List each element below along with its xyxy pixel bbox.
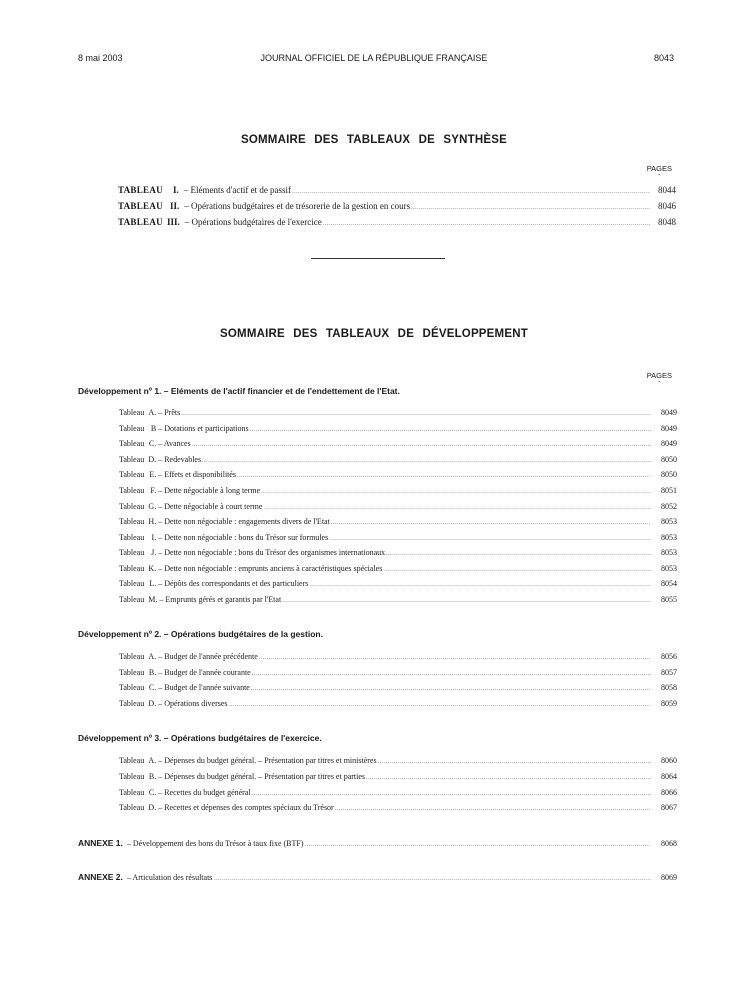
divider-rule	[311, 258, 445, 259]
dot-leader	[181, 411, 651, 417]
table-row: Tableau D. – Opérations diverses ..... 8059	[119, 699, 677, 712]
dot-leader	[259, 655, 651, 661]
dot-leader	[251, 686, 651, 692]
annex-row: ANNEXE 1. – Développement des bons du Trésor à taux fixe (BTF) ..... 8068	[78, 838, 677, 851]
table-row: Tableau I. – Dette non négociable : bons du Trésor sur formules ..... 8053	[119, 533, 677, 546]
table-row: Tableau B. – Budget de l'année courante ..... 8057	[119, 668, 677, 681]
dot-leader	[237, 473, 651, 479]
dot-leader	[292, 189, 650, 195]
table-row: Tableau G. – Dette négociable à court terme ..... 8052	[119, 502, 677, 515]
dot-leader	[305, 842, 651, 848]
dot-leader	[202, 458, 651, 464]
dot-leader	[252, 791, 651, 797]
dot-leader	[383, 567, 651, 573]
dot-leader	[335, 806, 651, 812]
synthese-row: TABLEAU III. – Opérations budgétaires de l'exercice ..... 8048	[118, 217, 676, 231]
header-date: 8 mai 2003	[78, 53, 123, 63]
table-row: Tableau C. – Recettes du budget général ..... 8066	[119, 788, 677, 801]
developpement-title: SOMMAIRE DES TABLEAUX DE DÉVELOPPEMENT	[220, 328, 528, 340]
dot-leader	[366, 775, 651, 781]
dot-leader	[329, 536, 651, 542]
dot-leader	[411, 205, 650, 211]
dot-leader	[192, 442, 651, 448]
dot-leader	[386, 551, 651, 557]
dot-leader	[282, 598, 651, 604]
dot-leader	[252, 671, 651, 677]
dot-leader	[213, 876, 651, 882]
developpement-pages-label: PAGES -	[646, 371, 672, 386]
dot-leader	[378, 759, 651, 765]
table-row: Tableau K. – Dette non négociable : emprunts anciens à caractéristiques spéciales ..... 8053	[119, 564, 677, 577]
table-row: Tableau D. – Redevables ..... 8050	[119, 455, 677, 468]
journal-title: JOURNAL OFFICIEL DE LA RÉPUBLIQUE FRANÇAISE	[260, 53, 488, 63]
section-heading: Développement nº 3. – Opérations budgétaires de l'exercice.	[78, 733, 322, 743]
dot-leader	[331, 520, 651, 526]
dot-leader	[261, 489, 651, 495]
table-row: Tableau M. – Emprunts gérés et garantis par l'Etat ..... 8055	[119, 595, 677, 608]
annex-row: ANNEXE 2. – Articulation des résultats ..... 8069	[78, 872, 677, 885]
table-row: Tableau L. – Dépôts des correspondants et des particuliers ..... 8054	[119, 579, 677, 592]
table-row: Tableau B – Dotations et participations ..... 8049	[119, 424, 677, 437]
section-heading: Développement nº 2. – Opérations budgétaires de la gestion.	[78, 629, 323, 639]
dot-leader	[263, 505, 651, 511]
synthese-row: TABLEAU I. – Eléments d'actif et de passif ..... 8044	[118, 185, 676, 199]
table-row: Tableau A. – Budget de l'année précédente ..... 8056	[119, 652, 677, 665]
dot-leader	[323, 221, 650, 227]
table-row: Tableau J. – Dette non négociable : bons du Trésor des organismes internationaux ..... 8053	[119, 548, 677, 561]
dot-leader	[250, 427, 651, 433]
synthese-title: SOMMAIRE DES TABLEAUX DE SYNTHÈSE	[241, 134, 507, 146]
section-heading: Développement nº 1. – Eléments de l'actif financier et de l'endettement de l'Etat.	[78, 386, 400, 396]
table-row: Tableau E. – Effets et disponibilités ..... 8050	[119, 470, 677, 483]
table-row: Tableau D. – Recettes et dépenses des comptes spéciaux du Trésor ..... 8067	[119, 803, 677, 816]
table-row: Tableau B. – Dépenses du budget général. – Présentation par titres et parties ..... 8064	[119, 772, 677, 785]
table-row: Tableau C. – Budget de l'année suivante ..... 8058	[119, 683, 677, 696]
table-row: Tableau F. – Dette négociable à long terme ..... 8051	[119, 486, 677, 499]
dot-leader	[309, 582, 651, 588]
table-row: Tableau H. – Dette non négociable : engagements divers de l'Etat ..... 8053	[119, 517, 677, 530]
synthese-row: TABLEAU II. – Opérations budgétaires et de trésorerie de la gestion en cours ..... 8046	[118, 201, 676, 215]
table-row: Tableau A. – Dépenses du budget général. – Présentation par titres et ministères ..... 8060	[119, 756, 677, 769]
dot-leader	[229, 702, 651, 708]
synthese-pages-label: PAGES -	[646, 164, 672, 179]
table-row: Tableau A. – Prêts ..... 8049	[119, 408, 677, 421]
table-row: Tableau C. – Avances ..... 8049	[119, 439, 677, 452]
page-number: 8043	[653, 53, 674, 63]
